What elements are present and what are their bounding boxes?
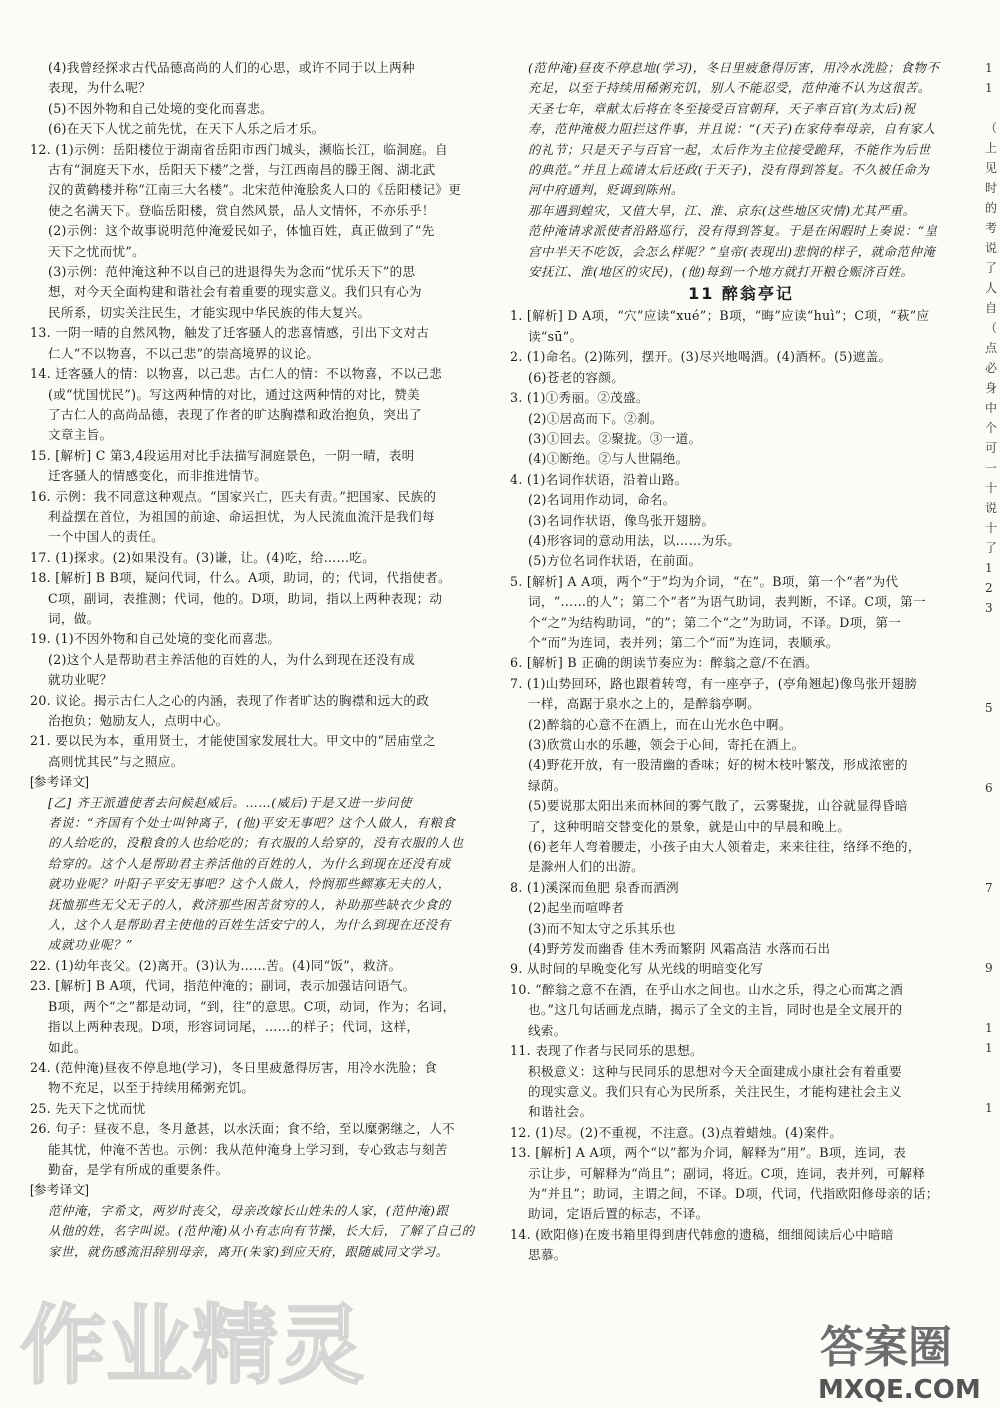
left-line: 17. (1)探求。(2)如果没有。(3)谦，让。(4)吃，给……吃。 xyxy=(30,549,376,565)
edge-char xyxy=(985,1078,1000,1098)
right-line: 是滁州人们的出游。 xyxy=(528,859,645,875)
right-line: 1. [解析] D A项，“穴”应读“xué”；B项，“晦”应读“huì”；C项，“萩”应 xyxy=(510,308,930,324)
right-line: 10. “醉翁之意不在酒，在乎山水之间也。山水之乐，得之心而寓之酒 xyxy=(510,981,903,997)
left-line: 古有“洞庭天下水，岳阳天下楼”之誉，与江西南昌的滕王阁、湖北武 xyxy=(48,162,436,178)
left-line: B项，两个“之”都是动词，“到，往”的意思。C项，动词，作为；名词， xyxy=(48,998,456,1014)
left-line: 汉的黄鹤楼并称“江南三大名楼”。北宋范仲淹脍炙人口的《岳阳楼记》更 xyxy=(48,182,462,198)
left-line: (6)在天下人忧之前先忧，在天下人乐之后才乐。 xyxy=(48,121,325,137)
right-line: 个“之”为结构助词，“的”；第二个“之”为助词，不译。D项，第一 xyxy=(528,614,902,630)
left-line: 就功业呢？ xyxy=(48,672,113,688)
right-line: 助词，定语后置的标志，不译。 xyxy=(528,1206,709,1222)
edge-char: 说 xyxy=(985,501,998,515)
edge-char xyxy=(985,638,1000,658)
right-line: 一样，高踞于泉水之上的，是醉翁亭啊。 xyxy=(528,696,761,712)
edge-char: （ xyxy=(985,321,998,335)
right-edge-cut-text xyxy=(985,58,1000,1358)
right-line: 宫中半天不吃饭，会怎么样呢？”皇帝(表现出)悲悯的样子，就命范仲淹 xyxy=(528,243,936,259)
edge-char: 人 xyxy=(985,281,998,295)
left-line: C项，副词，表推测；代词，他的。D项，助词，指以上两种表现；动 xyxy=(48,590,443,606)
edge-char: 1 xyxy=(985,1041,993,1055)
left-line: 抚恤那些无父无子的人，救济那些困苦贫穷的人，补助那些缺衣少食的 xyxy=(48,896,451,912)
edge-char xyxy=(985,798,1000,818)
edge-char: 个 xyxy=(985,421,998,435)
edge-char xyxy=(985,838,1000,858)
edge-char: 9 xyxy=(985,961,993,975)
left-column xyxy=(30,58,495,1262)
edge-char: 一 xyxy=(985,461,998,475)
right-line: 了，这种明暗交替变化的景象，就是山中的早晨和晚上。 xyxy=(528,818,851,834)
left-line: 12. (1)示例：岳阳楼位于湖南省岳阳市西门城头，濒临长江，临洞庭。自 xyxy=(30,141,448,157)
right-line: 个“而”为连词，表并列；第二个“而”为连词，表顺承。 xyxy=(528,634,839,650)
left-line: [乙] 齐王派遣使者去问候赵威后。……(威后)于是又进一步问使 xyxy=(48,794,413,810)
edge-char: 1 xyxy=(985,1101,993,1115)
left-line: 勤奋，是学有所成的重要条件。 xyxy=(48,1161,229,1177)
edge-char: 中 xyxy=(985,401,998,415)
right-line: 和谐社会。 xyxy=(528,1104,593,1120)
right-line: (6)苍老的容颜。 xyxy=(528,369,625,385)
right-line: 14. (欧阳修)在废书箱里得到唐代韩愈的遗稿，细细阅读后心中暗暗 xyxy=(510,1226,894,1242)
right-line: 的现实意义。我们只有心为民所系，关注民生，才能构建社会主义 xyxy=(528,1083,902,1099)
right-line: 安抚江、淮(地区的灾民)，(他)每到一个地方就打开粮仓赈济百姓。 xyxy=(528,264,914,280)
left-line: 家世，就伤感流泪辞别母亲，离开(朱家)到应天府，跟随戚同文学习。 xyxy=(48,1243,449,1259)
watermark-logo-left xyxy=(20,1270,364,1400)
left-line: 迁客骚人的情感变化，而非推进情节。 xyxy=(48,468,268,484)
left-line: 给穿的。这个人是帮助君主养活他的百姓的人，为什么到现在还没有成 xyxy=(48,855,451,871)
right-line: 积极意义：这种与民同乐的思想对今天全面建成小康社会有着重要 xyxy=(528,1063,902,1079)
left-line: 13. 一阴一晴的自然风物，触发了迁客骚人的悲喜情感，引出下文对古 xyxy=(30,325,430,341)
right-line: (2)醉翁的心意不在酒上，而在山光水色中啊。 xyxy=(528,716,792,732)
right-line: 那年遇到蝗灾，又值大旱，江、淮、京东(这些地区灾情)尤其严重。 xyxy=(528,202,916,218)
right-line: 11. 表现了作者与民同乐的思想。 xyxy=(510,1043,703,1059)
edge-char: 点 xyxy=(985,341,998,355)
edge-char: 了 xyxy=(985,261,998,275)
edge-char: （ xyxy=(985,121,998,135)
edge-char xyxy=(985,898,1000,918)
edge-char xyxy=(985,818,1000,838)
right-line: 4. (1)名词作状语，沿着山路。 xyxy=(510,471,688,487)
left-line: 16. 示例：我不同意这种观点。“国家兴亡，匹夫有责。”把国家、民族的 xyxy=(30,488,437,504)
right-line: 天圣七年，章献太后将在冬至接受百官朝拜，天子率百官(为太后)祝 xyxy=(528,100,916,116)
left-line: 20. 议论。揭示古仁人之心的内涵，表现了作者旷达的胸襟和远大的政 xyxy=(30,692,430,708)
left-line: 想，对今天全面构建和谐社会有着重要的现实意义。我们只有心为 xyxy=(48,284,422,300)
left-line: (2)示例：这个故事说明范仲淹爱民如子，体恤百姓，真正做到了“先 xyxy=(48,223,435,239)
right-line: 也。”这几句话画龙点睛，揭示了全文的主旨，同时也是全文展开的 xyxy=(528,1002,903,1018)
watermark-left-text: 作业精灵 xyxy=(20,1296,364,1396)
edge-char xyxy=(985,98,1000,118)
edge-char: 十 xyxy=(985,521,998,535)
edge-char: 1 xyxy=(985,81,993,95)
left-line: 者说：“齐国有个处士叫钟离子，(他)平安无事吧？这个人做人，有粮食 xyxy=(48,815,456,831)
edge-char: 7 xyxy=(985,881,993,895)
right-line: (3)①回去。②聚拢。③一道。 xyxy=(528,430,702,446)
right-column xyxy=(510,58,972,1266)
left-line: 22. (1)幼年丧父。(2)离开。(3)认为……苦。(4)同“饭”，救济。 xyxy=(30,957,402,973)
edge-char xyxy=(985,738,1000,758)
left-line: 仁人“不以物喜，不以己悲”的崇高境界的议论。 xyxy=(48,345,320,361)
left-line: 能其忧，仲淹不苦也。示例：我从范仲淹身上学习到，专心致志与刻苦 xyxy=(48,1141,448,1157)
left-line: 人，这个人是帮助君主使他的百姓生活安宁的人，为什么到现在还没有 xyxy=(48,917,451,933)
right-line: 2. (1)命名。(2)陈列，摆开。(3)尽兴地喝酒。(4)酒杯。(5)遮盖。 xyxy=(510,349,892,365)
left-line: 25. 先天下之忧而忧 xyxy=(30,1100,146,1116)
edge-char: 说 xyxy=(985,241,998,255)
section-title: 11 醉翁亭记 xyxy=(688,284,794,304)
edge-char: 6 xyxy=(985,781,993,795)
left-line: 了古仁人的高尚品德，表现了作者的旷达胸襟和政治抱负，突出了 xyxy=(48,406,422,422)
right-line: 6. [解析] B 正确的朗读节奏应为：醉翁之意/不在酒。 xyxy=(510,655,818,671)
right-line: (4)野芳发而幽香 佳木秀而繁阴 风霜高洁 水落而石出 xyxy=(528,941,831,957)
right-line: (4)野花开放，有一股清幽的香味；好的树木枝叶繁茂，形成浓密的 xyxy=(528,757,908,773)
left-line: 范仲淹，字希文，两岁时丧父，母亲改嫁长山姓朱的人家，(范仲淹)跟 xyxy=(48,1202,449,1218)
right-line: 8. (1)溪深而鱼肥 泉香而酒洌 xyxy=(510,879,679,895)
edge-char xyxy=(985,1058,1000,1078)
edge-char xyxy=(985,918,1000,938)
right-line: (范仲淹)昼夜不停息地(学习)，冬日里疲惫得厉害，用冷水洗脸；食物不 xyxy=(528,60,940,75)
edge-char: 上 xyxy=(985,141,998,155)
left-line: 民所系，切实关注民生，才能实现中华民族的伟大复兴。 xyxy=(48,304,371,320)
edge-char: 必 xyxy=(985,361,998,375)
left-line: (2)这个人是帮助君主养活他的百姓的人，为什么到现在还没有成 xyxy=(48,651,415,667)
edge-char: 考 xyxy=(985,221,998,235)
right-line: 5. [解析] A A项，两个“于”均为介词，“在”。B项，第一个“者”为代 xyxy=(510,573,899,589)
edge-char: 2 xyxy=(985,581,993,595)
left-line: 24. (范仲淹)昼夜不停息地(学习)，冬日里疲惫得厉害，用冷水洗脸；食 xyxy=(30,1059,438,1075)
edge-char: 的 xyxy=(985,201,998,215)
right-line: 3. (1)①秀丽。②茂盛。 xyxy=(510,390,649,406)
right-line: 词，“……的人”；第二个“者”为语气助词，表判断，不译。C项，第一 xyxy=(528,594,926,610)
edge-char xyxy=(985,718,1000,738)
left-line: 词，做。 xyxy=(48,610,100,626)
left-line: (5)不因外物和自己处境的变化而喜悲。 xyxy=(48,100,274,116)
edge-char xyxy=(985,618,1000,638)
left-line: 从他的姓，名字叫说。(范仲淹)从小有志向有节操，长大后，了解了自己的 xyxy=(48,1223,475,1239)
right-line: (5)方位名词作状语，在前面。 xyxy=(528,553,702,569)
right-line: (3)名词作状语，像鸟张开翅膀。 xyxy=(528,512,715,528)
right-line: 充足，以至于持续用稀粥充饥，别人不能忍受，范仲淹不认为这很苦。 xyxy=(528,80,931,96)
right-line: 思慕。 xyxy=(528,1247,567,1263)
right-line: (5)要说那太阳出来而林间的雾气散了，云雾聚拢，山谷就显得昏暗 xyxy=(528,798,908,814)
right-line: 线索。 xyxy=(528,1022,567,1038)
edge-char: 十 xyxy=(985,481,998,495)
right-line: (2)名词用作动词，命名。 xyxy=(528,492,676,508)
left-line: 天下之忧而忧”。 xyxy=(48,243,145,259)
left-line: [参考译文] xyxy=(30,775,90,790)
watermark-right-text: 答案圈 xyxy=(820,1322,952,1373)
edge-char: 见 xyxy=(985,161,998,175)
edge-char: 1 xyxy=(985,61,993,75)
right-line: 7. (1)山势回环，路也跟着转弯，有一座亭子，(亭角翘起)像鸟张开翅膀 xyxy=(510,675,918,691)
left-line: 18. [解析] B B项，疑问代词，什么。A项，助词，的；代词，代指使者。 xyxy=(30,570,451,586)
left-line: 如此。 xyxy=(48,1039,87,1055)
left-line: (3)示例：范仲淹这种不以自己的进退得失为念而“忧乐天下”的思 xyxy=(48,264,416,280)
right-line: (3)欣赏山水的乐趣，领会于心间，寄托在酒上。 xyxy=(528,737,805,752)
left-line: 表现，为什么呢？ xyxy=(48,80,152,96)
right-line: (2)①居高而下。②刹。 xyxy=(528,410,663,426)
left-line: 15. [解析] C 第3,4段运用对比手法描写洞庭景色，一阴一晴，表明 xyxy=(30,447,415,463)
right-line: (4)①断绝。②与人世隔绝。 xyxy=(528,451,689,467)
right-line: 读“sū”。 xyxy=(528,328,583,344)
left-line: 物不充足，以至于持续用稀粥充饥。 xyxy=(48,1080,255,1096)
edge-char xyxy=(985,758,1000,778)
right-line: 的礼节；只是天子与百官一起，太后作为主位接受跪拜，不能作为后世 xyxy=(528,141,931,157)
right-line: (2)起坐而喧哗者 xyxy=(528,900,625,916)
right-line: (6)老年人弯着腰走，小孩子由大人领着走，来来往往，络绎不绝的， xyxy=(528,839,921,855)
edge-char xyxy=(985,998,1000,1018)
left-line: 利益摆在首位，为祖国的前途、命运担忧，为人民流血流汗是我们每 xyxy=(48,508,435,524)
edge-char: 1 xyxy=(985,561,993,575)
edge-char: 5 xyxy=(985,701,993,715)
left-line: 19. (1)不因外物和自己处境的变化而喜悲。 xyxy=(30,631,281,647)
watermark-right-url: MXQE.COM xyxy=(818,1375,981,1405)
edge-char: 时 xyxy=(985,181,998,195)
edge-char: 1 xyxy=(985,1021,993,1035)
left-line: (4)我曾经探求古代品德高尚的人们的心思，或许不同于以上两种 xyxy=(48,60,415,75)
left-line: 高则忧其民”与之照应。 xyxy=(48,753,184,769)
left-line: 14. 迁客骚人的情：以物喜，以己悲。古仁人的情：不以物喜，不以己悲 xyxy=(30,366,443,382)
watermark-logo-right xyxy=(800,1310,1000,1405)
edge-char: 自 xyxy=(985,301,998,315)
edge-char xyxy=(985,678,1000,698)
right-line: 为“并且”；助词，主谓之间，不译。D项，代词，代指欧阳修母亲的话； xyxy=(528,1185,939,1201)
right-line: 示让步，可解释为“尚且”；副词，将近。C项，连词，表并列，可解释 xyxy=(528,1165,926,1181)
left-line: [参考译文] xyxy=(30,1183,90,1198)
edge-char: 可 xyxy=(985,441,998,455)
edge-char xyxy=(985,978,1000,998)
right-line: 9. 从时间的早晚变化写 从光线的明暗变化写 xyxy=(510,961,764,977)
edge-char xyxy=(985,938,1000,958)
left-line: 文章主旨。 xyxy=(48,427,113,443)
left-line: 成就功业呢？” xyxy=(48,937,133,953)
left-line: 指以上两种表现。D项，形容词词尾，……的样子；代词，这样， xyxy=(48,1019,420,1035)
left-line: 21. 要以民为本，重用贤士，才能使国家发展壮大。甲文中的“居庙堂之 xyxy=(30,733,436,749)
edge-char: 了 xyxy=(985,541,998,555)
left-line: (或“忧国忧民”)。写这两种情的对比，通过这两种情的对比，赞美 xyxy=(48,386,421,402)
edge-char xyxy=(985,658,1000,678)
edge-char xyxy=(985,858,1000,878)
right-line: (4)形容词的意动用法，以……为乐。 xyxy=(528,532,741,548)
right-line: 12. (1)尽。(2)不重视，不注意。(3)点着蜡烛。(4)案件。 xyxy=(510,1124,843,1140)
left-line: 治抱负；勉励友人，点明中心。 xyxy=(48,713,229,728)
left-line: 23. [解析] B A项，代词，指范仲淹的；副词，表示加强诘问语气。 xyxy=(30,978,416,994)
right-line: 13. [解析] A A项，两个“以”都为介词，解释为“用”。B项，连词，表 xyxy=(510,1145,907,1161)
edge-char: 3 xyxy=(985,601,993,615)
left-line: 的人给吃的，没粮食的人也给吃的；有衣服的人给穿的，没有衣服的人也 xyxy=(48,835,464,851)
right-line: (3)而不知太守之乐其乐也 xyxy=(528,920,676,936)
edge-char: 身 xyxy=(985,381,998,395)
left-line: 26. 句子：昼夜不息，冬月惫甚，以水沃面；食不给，至以糜粥继之，人不 xyxy=(30,1121,455,1137)
left-line: 就功业呢？叶阳子平安无事吧？这个人做人，怜悯那些鳏寡无夫的人， xyxy=(48,876,451,892)
right-line: 范仲淹请求派使者沿路巡行，没有得到答复。于是在闲暇时上奏说：“皇 xyxy=(528,223,938,239)
right-line: 河中府通判，贬调到陈州。 xyxy=(528,182,684,198)
left-line: 使之名满天下。登临岳阳楼，赏自然风景，品人文情怀，不亦乐乎！ xyxy=(48,202,435,218)
right-line: 绿荫。 xyxy=(528,777,567,793)
right-line: 的典范。”并且上疏请太后还政(于天子)，没有得到答复。不久被任命为 xyxy=(528,162,930,178)
left-line: 一个中国人的责任。 xyxy=(48,529,165,545)
right-line: 寿，范仲淹极力阻拦这件事，并且说：“(天子)在家侍奉母亲，自有家人 xyxy=(528,121,936,137)
